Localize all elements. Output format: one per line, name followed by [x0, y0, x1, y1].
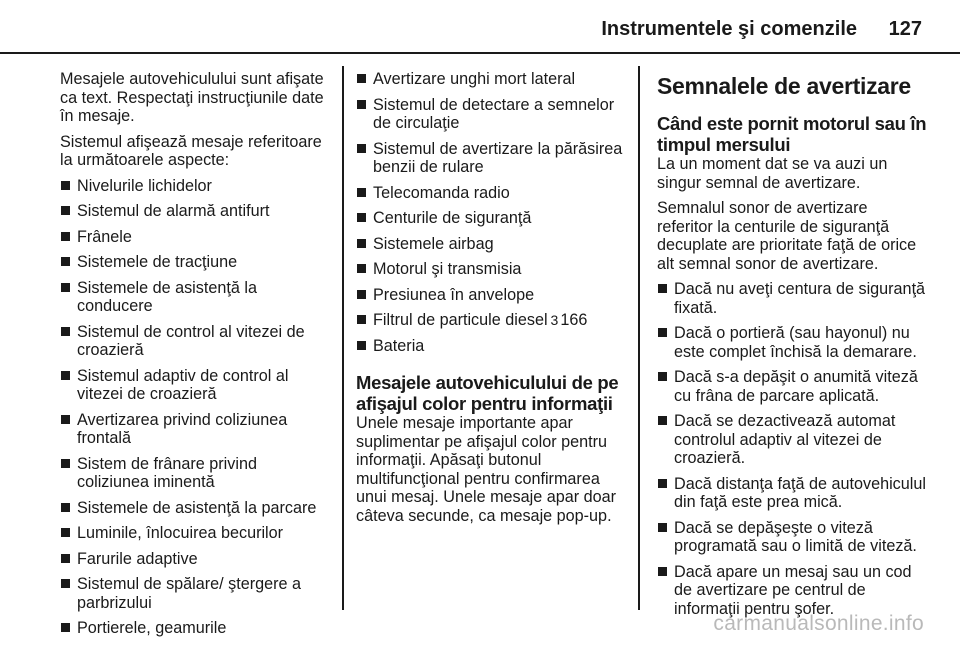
aspects-list-continued: [356, 70, 629, 355]
bullet-icon: [357, 213, 366, 222]
list-item: Sistemele de asistenţă la conducere: [60, 279, 332, 316]
intro-paragraph: Mesajele autovehiculului sunt afişate ca text. Respectaţi instrucţiunile date în mesaje.: [60, 70, 324, 125]
bullet-icon: [658, 416, 667, 425]
list-item: Farurile adaptive: [60, 550, 332, 569]
column-2: [356, 70, 629, 532]
watermark: carmanualsonline.info: [713, 612, 924, 635]
bullet-icon: [658, 567, 667, 576]
column-divider-2: [638, 66, 640, 610]
bullet-icon: [357, 290, 366, 299]
list-item: Dacă nu aveţi centura de siguranţă fixată.: [657, 280, 927, 317]
bullet-icon: [357, 100, 366, 109]
list-item: Dacă distanţa faţă de autovehiculul din faţă este prea mică.: [657, 475, 927, 512]
list-item: Avertizare unghi mort lateral: [356, 70, 629, 89]
warning-conditions-list: [657, 280, 927, 618]
list-item: Dacă s-a depăşit o anumită viteză cu frâna de parcare aplicată.: [657, 368, 927, 405]
bullet-icon: [658, 372, 667, 381]
column-divider-1: [342, 66, 344, 610]
bullet-icon: [61, 371, 70, 380]
list-item: Dacă se depăşeşte o viteză programată sau o limită de viteză.: [657, 519, 927, 556]
section-title: Semnalele de avertizare: [657, 73, 911, 99]
list-item: Sistemul de control al vitezei de croazieră: [60, 323, 332, 360]
bullet-icon: [357, 144, 366, 153]
bullet-icon: [61, 327, 70, 336]
bullet-icon: [658, 479, 667, 488]
column-1: [60, 70, 332, 645]
list-item: Portierele, geamurile: [60, 619, 332, 638]
bullet-icon: [61, 232, 70, 241]
seatbelt-priority-paragraph: Semnalul sonor de avertizare referitor la centurile de siguranţă decuplate are prioritate faţă de orice alt semnal sonor de avertizare.: [657, 199, 917, 273]
bullet-icon: [357, 188, 366, 197]
list-item: Sistemele de asistenţă la parcare: [60, 499, 332, 518]
bullet-icon: [61, 528, 70, 537]
bullet-icon: [357, 264, 366, 273]
section-subtitle: Mesajele autovehiculului de pe afişajul color pentru informaţii: [356, 372, 619, 414]
aspects-paragraph: Sistemul afişează mesaje referitoare la următoarele aspecte:: [60, 132, 322, 169]
page-reference-link[interactable]: 166: [560, 311, 588, 329]
list-item: Nivelurile lichidelor: [60, 177, 332, 196]
list-item: Presiunea în anvelope: [356, 286, 629, 305]
bullet-icon: [357, 239, 366, 248]
aspects-list: [60, 177, 332, 638]
popup-messages-paragraph: Unele mesaje importante apar suplimentar pe afişajul color pentru informaţii. Apăsaţi butonul multifuncţional pentru confirmarea unui mesaj. Unele mesaje apar doar câteva secunde, ca mesaje pop-up.: [356, 414, 617, 525]
bullet-icon: [61, 623, 70, 632]
header-title: Instrumentele şi comenzile: [601, 18, 857, 40]
list-item: Sistemul de detectare a semnelor de circulaţie: [356, 96, 629, 133]
bullet-icon: [61, 283, 70, 292]
section-subtitle: Când este pornit motorul sau în timpul mersului: [657, 113, 927, 155]
bullet-icon: [61, 257, 70, 266]
list-item: Sistemele airbag: [356, 235, 629, 254]
list-item: Dacă o portieră (sau hayonul) nu este complet închisă la demarare.: [657, 324, 927, 361]
list-item: Luminile, înlocuirea becurilor: [60, 524, 332, 543]
bullet-icon: [61, 459, 70, 468]
page-number: 127: [888, 18, 922, 40]
list-item: Sistemele de tracţiune: [60, 253, 332, 272]
bullet-icon: [61, 554, 70, 563]
header-divider: [0, 52, 960, 54]
list-item: Filtrul de particule diesel 3 166: [356, 311, 629, 330]
list-item: Dacă se dezactivează automat controlul adaptiv al vitezei de croazieră.: [657, 412, 927, 468]
page-header: [0, 0, 960, 54]
list-item: Sistem de frânare privind coliziunea iminentă: [60, 455, 332, 492]
list-item: Motorul şi transmisia: [356, 260, 629, 279]
page-reference-arrow-icon: 3: [550, 312, 559, 328]
bullet-icon: [61, 415, 70, 424]
list-item: Frânele: [60, 228, 332, 247]
list-item: Sistemul de avertizare la părăsirea benzii de rulare: [356, 140, 629, 177]
list-item: Bateria: [356, 337, 629, 356]
list-item: Avertizarea privind coliziunea frontală: [60, 411, 332, 448]
bullet-icon: [658, 523, 667, 532]
bullet-icon: [61, 181, 70, 190]
list-item: Telecomanda radio: [356, 184, 629, 203]
list-item: Sistemul de spălare/ ştergere a parbrizului: [60, 575, 332, 612]
bullet-icon: [357, 315, 366, 324]
bullet-icon: [658, 328, 667, 337]
bullet-icon: [61, 206, 70, 215]
bullet-icon: [357, 74, 366, 83]
bullet-icon: [61, 579, 70, 588]
list-item: Centurile de siguranţă: [356, 209, 629, 228]
list-item: Dacă apare un mesaj sau un cod de avertizare pe centrul de informaţii pentru şofer.: [657, 563, 927, 619]
single-signal-paragraph: La un moment dat se va auzi un singur semnal de avertizare.: [657, 155, 888, 192]
bullet-icon: [658, 284, 667, 293]
bullet-icon: [61, 503, 70, 512]
column-3: [657, 70, 927, 625]
list-item: Sistemul adaptiv de control al vitezei de croazieră: [60, 367, 332, 404]
list-item: Sistemul de alarmă antifurt: [60, 202, 332, 221]
bullet-icon: [357, 341, 366, 350]
